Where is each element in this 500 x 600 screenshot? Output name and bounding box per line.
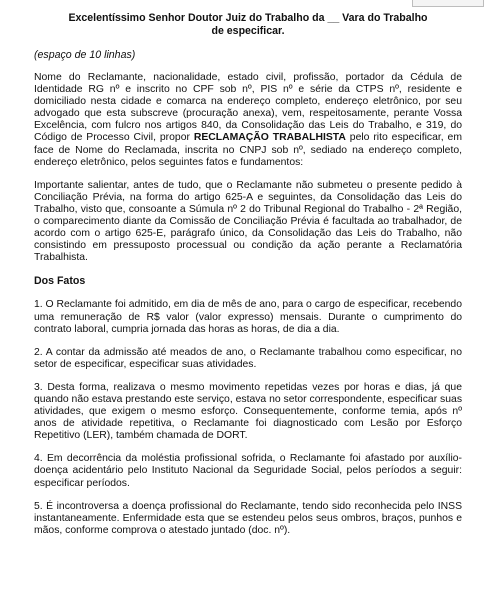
section-title-facts: Dos Fatos [34,275,86,288]
spacing-note: (espaço de 10 linhas) [34,49,136,61]
petition-heading-line-1: Excelentíssimo Senhor Doutor Juiz do Trabalho da __ Vara do Trabalho [68,12,428,24]
qualification-paragraph [34,72,462,169]
qualification-text-start: Nome do Reclamante, nacionalidade, estado civil, profissão, portador da Cédula de Identidade RG nº e inscrito no CPF sob nº, PIS nº e série da CTPS nº, residente e domiciliado nesta cidade e comarca na endereço completo, endereço eletrônico, por seu advogado que esta subscreve (procuração anexa), vem, respeitosamente, perante Vossa Excelência, com fulcro nos artigos 840, da Consolidação das Leis do Trabalho, e 319, do Código de Processo Civil, propor [34,72,462,144]
conciliation-paragraph: Importante salientar, antes de tudo, que o Reclamante não submeteu o presente pedido à Conciliação Prévia, na forma do artigo 625-A e seguintes, da Consolidação das Leis do Trabalho, visto que, consoante a Súmula nº 2 do Tribunal Regional do Trabalho - 2ª Região, o comparecimento diante da Comissão de Conciliação Prévia é facultada ao trabalhador, de acordo com o artigo 625-E, parágrafo único, da Consolidação das Leis do Trabalho, não consistindo em pressuposto processual ou condição da ação perante a Reclamatória Trabalhista. [34,179,462,264]
action-name: RECLAMAÇÃO TRABALHISTA [193,132,346,144]
fact-paragraph-1: 1. O Reclamante foi admitido, em dia de mês de ano, para o cargo de especificar, recebendo uma remuneração de R$ valor (valor expresso) mensais. Durante o cumprimento do contrato laboral, cumpria jornada das horas as horas, de dia a dia. [34,299,462,335]
document-body [34,12,462,548]
fact-paragraph-3: 3. Desta forma, realizava o mesmo movimento repetidas vezes por horas e dias, já que quando não estava prestando este serviço, estava no setor correspondente, especificar suas atividades, que exigem o mesmo esforço. Consequentemente, conforme temia, após nº anos de atividade repetitiva, o Reclamante foi diagnosticado com Lesão por Esforço Repetitivo (LER), também chamada de DORT. [34,381,463,442]
petition-heading-line-2: de especificar. [211,25,285,37]
fact-paragraph-2: 2. A contar da admissão até meados de ano, o Reclamante trabalhou como especificar, no setor de especificar, especificar suas atividades. [34,346,462,370]
petition-heading [34,12,462,38]
page-bottom-mark [34,594,124,598]
qualification-text-end: pelo rito especificar, em face de Nome do Reclamada, inscrita no CNPJ sob nº, sediado na endereço completo, endereço eletrônico, pelos seguintes fatos e fundamentos: [34,132,462,168]
fact-paragraph-5: 5. É incontroversa a doença profissional do Reclamante, tendo sido reconhecida pelo INSS instantaneamente. Enfermidade esta que se estendeu pelos seus ombros, braços, punhos e mãos, conforme comprova o atestado juntado (doc. nº). [34,500,462,536]
fact-paragraph-4: 4. Em decorrência da moléstia profissional sofrida, o Reclamante foi afastado por auxílio-doença acidentário pelo Instituto Nacional da Seguridade Social, pelos períodos a seguir: especificar períodos. [34,453,462,489]
page-corner-mark [412,0,484,7]
